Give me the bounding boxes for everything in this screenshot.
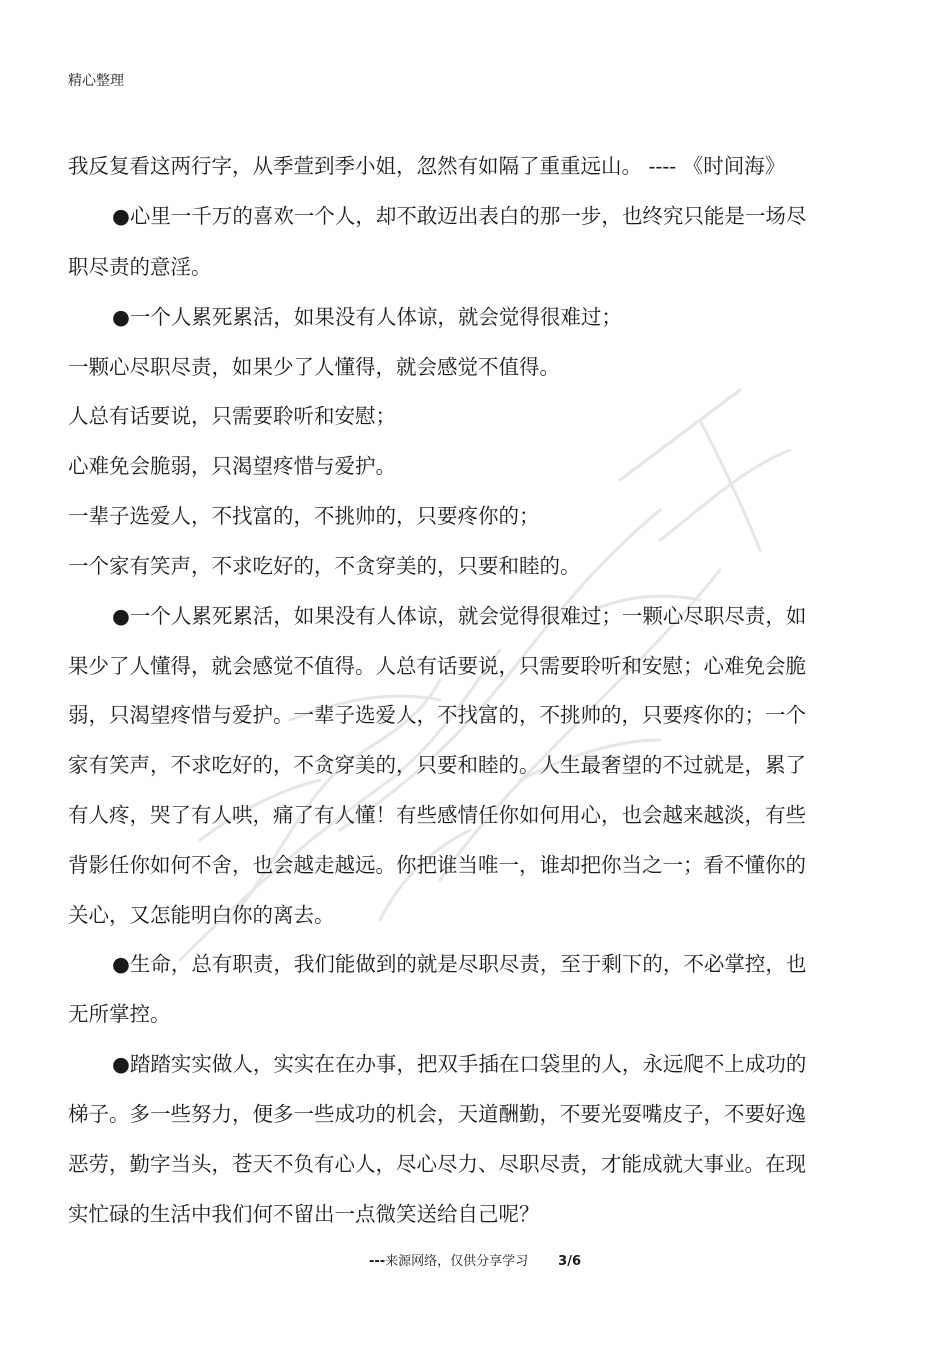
text-line: 果少了人懂得，就会感觉不值得。人总有话要说，只需要聆听和安慰；心难免会脆 [68,654,806,678]
text-line: 职尽责的意淫。 [68,255,212,279]
bullet-line: ●一个人累死累活，如果没有人体谅，就会觉得很难过； [112,305,622,329]
text-line: 心难免会脆弱，只渴望疼惜与爱护。 [68,454,396,478]
text-line: 梯子。多一些努力，便多一些成功的机会，天道酬勤，不要光耍嘴皮子，不要好逸 [68,1102,806,1126]
text-line: 有人疼，哭了有人哄，痛了有人懂！有些感情任你如何用心，也会越来越淡，有些 [68,803,806,827]
page-footer [0,1250,950,1269]
bullet-line: ●生命，总有职责，我们能做到的就是尽职尽责，至于剩下的，不必掌控，也 [112,952,807,976]
text-line: 家有笑声，不求吃好的，不贪穿美的，只要和睦的。人生最奢望的不过就是，累了 [68,753,806,777]
text-line: 关心，又怎能明白你的离去。 [68,903,335,927]
text-line: 一辈子选爱人，不找富的，不挑帅的，只要疼你的； [68,504,540,528]
footer-source: 来源网络，仅供分享学习 [385,1254,529,1269]
page-header: 精心整理 [68,73,124,89]
text-line: 背影任你如何不舍，也会越走越远。你把谁当唯一，谁却把你当之一；看不懂你的 [68,853,806,877]
text-line: 实忙碌的生活中我们何不留出一点微笑送给自己呢？ [68,1202,540,1226]
text-line: 无所掌控。 [68,1002,171,1026]
text-line: 我反复看这两行字，从季萱到季小姐，忽然有如隔了重重远山。 ---- 《时间海》 [68,154,786,178]
text-line: 一个家有笑声，不求吃好的，不贪穿美的，只要和睦的。 [68,554,581,578]
bullet-line: ●一个人累死累活，如果没有人体谅，就会觉得很难过；一颗心尽职尽责，如 [112,604,807,628]
bullet-line: ●心里一千万的喜欢一个人，却不敢迈出表白的那一步，也终究只能是一场尽 [112,204,807,228]
footer-dash: --- [368,1254,386,1269]
text-line: 恶劳，勤字当头，苍天不负有心人，尽心尽力、尽职尽责，才能成就大事业。在现 [68,1152,806,1176]
text-line: 人总有话要说，只需要聆听和安慰； [68,404,396,428]
bullet-line: ●踏踏实实做人，实实在在办事，把双手插在口袋里的人，永远爬不上成功的 [112,1052,807,1076]
text-line: 一颗心尽职尽责，如果少了人懂得，就会感觉不值得。 [68,355,560,379]
text-line: 弱，只渴望疼惜与爱护。一辈子选爱人，不找富的，不挑帅的，只要疼你的；一个 [68,703,806,727]
page-number: 3/6 [558,1254,582,1269]
